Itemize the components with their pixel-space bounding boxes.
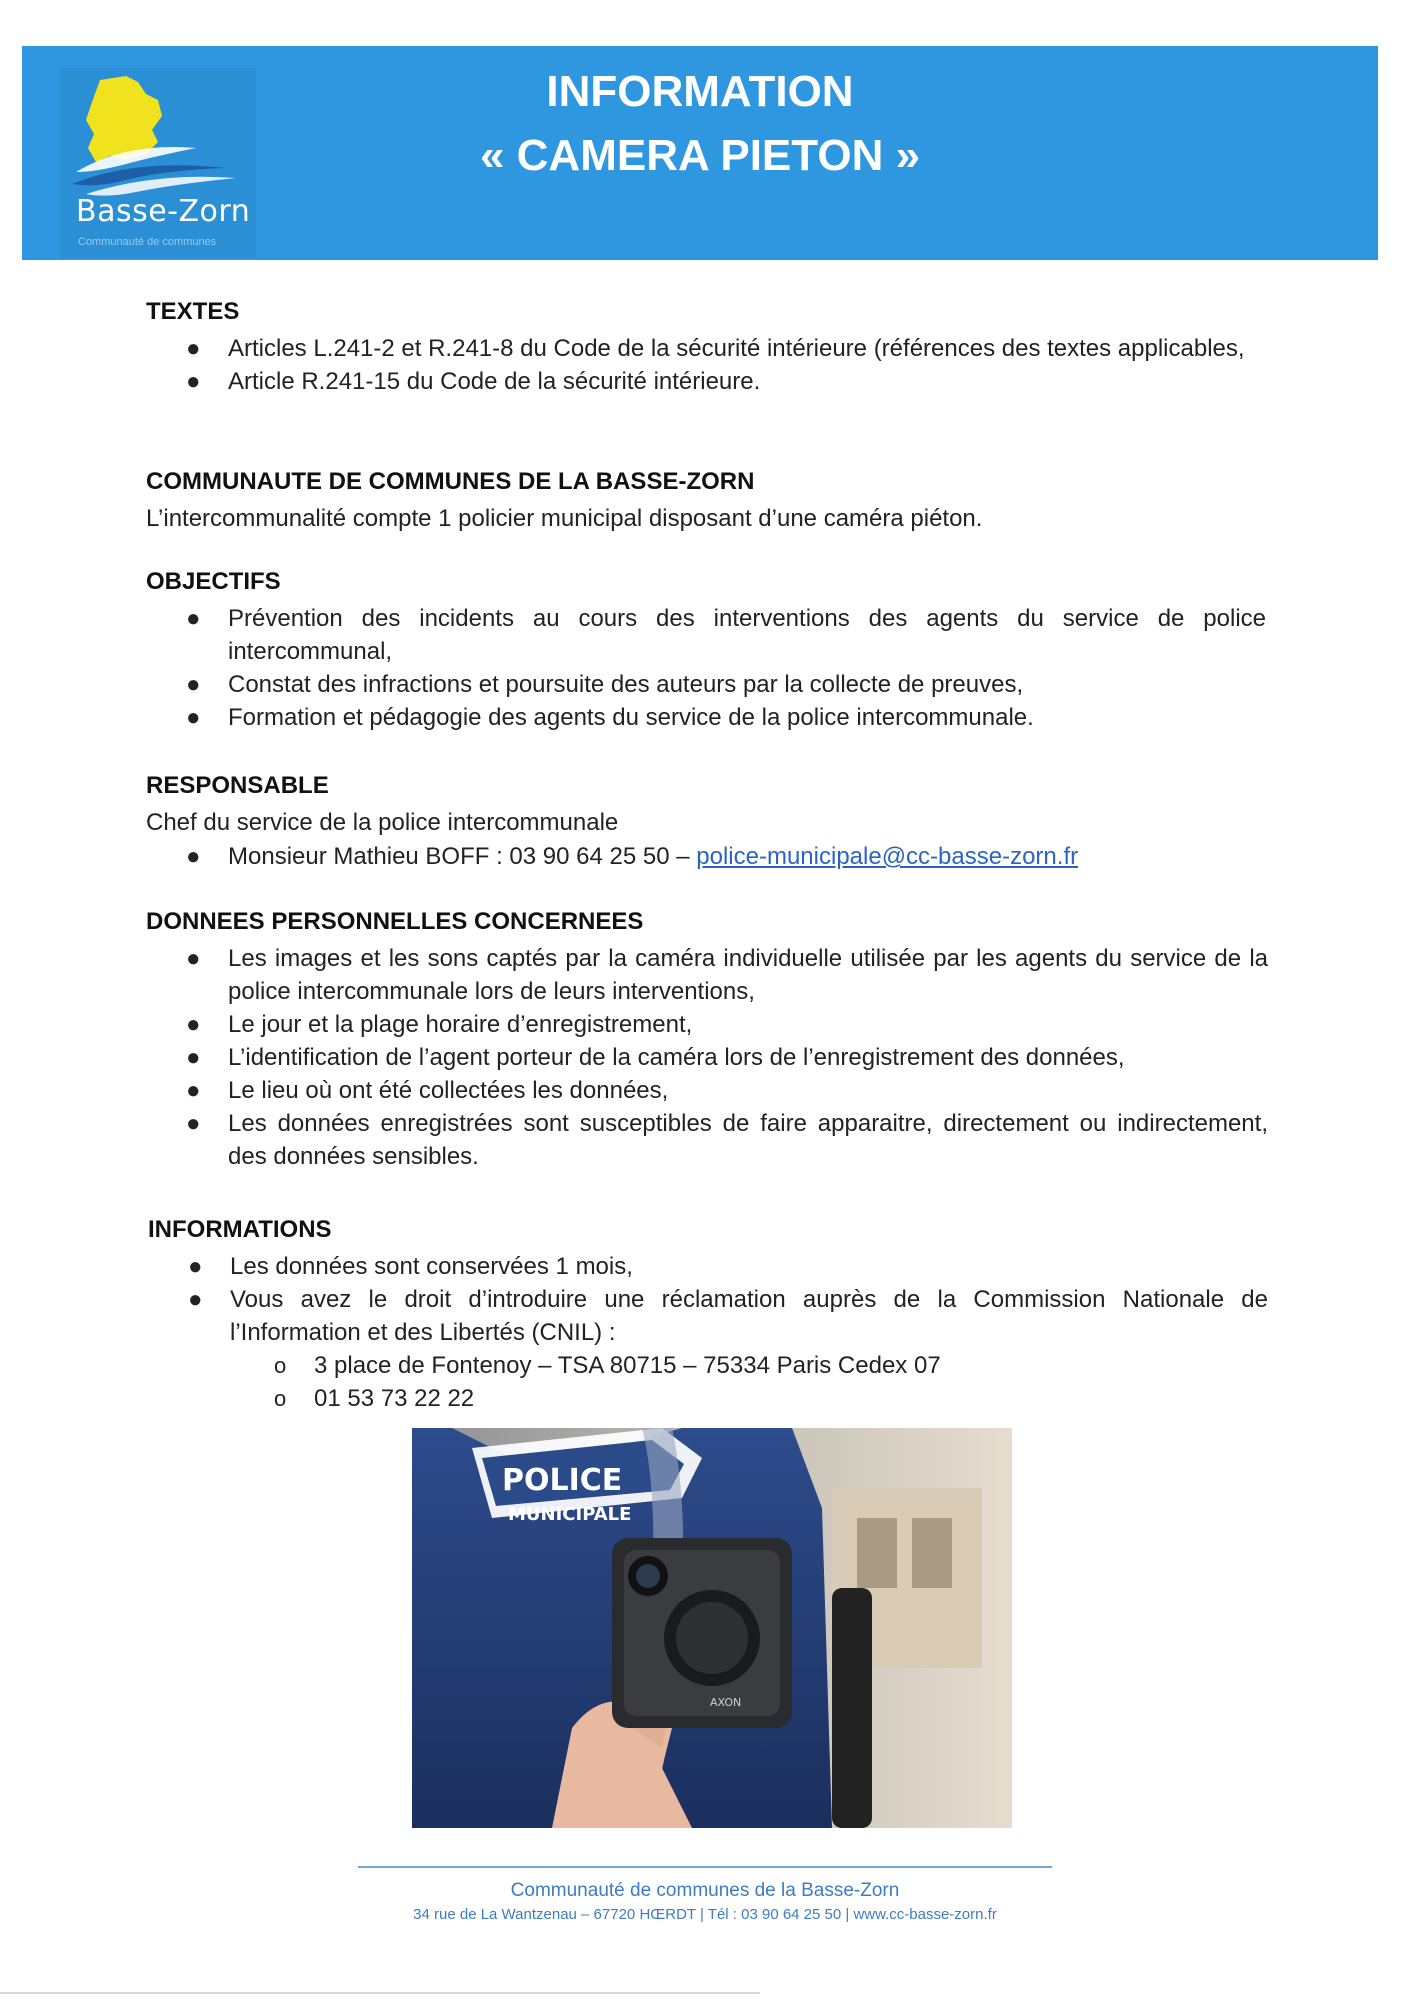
email-link[interactable]: police-municipale@cc-basse-zorn.fr: [696, 843, 1079, 870]
list-item-text: Le jour et la plage horaire d’enregistrement,: [228, 1011, 693, 1038]
bullet-icon: ●: [186, 1077, 201, 1104]
list-item: [148, 1250, 1268, 1283]
responsable-text: Chef du service de la police intercommunale: [146, 809, 619, 836]
list-item-text: Formation et pédagogie des agents du service de la police intercommunale.: [228, 704, 1034, 731]
list-item-text: L’identification de l’agent porteur de la caméra lors de l’enregistrement des données,: [228, 1044, 1125, 1071]
footer-org-name: Communauté de communes de la Basse-Zorn: [510, 1880, 900, 1901]
section-heading-objectifs: OBJECTIFS: [146, 568, 281, 595]
police-body-camera-image-icon: [412, 1428, 1012, 1828]
bullet-icon: ●: [186, 1044, 201, 1071]
bullet-icon: ●: [188, 1253, 203, 1280]
title-line-1: INFORMATION: [546, 67, 854, 116]
bullet-icon: ●: [186, 1011, 201, 1038]
section-heading-communaute: COMMUNAUTE DE COMMUNES DE LA BASSE-ZORN: [146, 468, 755, 495]
section-heading-textes: TEXTES: [146, 298, 240, 325]
sub-list-item-text: 3 place de Fontenoy – TSA 80715 – 75334 Paris Cedex 07: [314, 1352, 941, 1379]
sub-list-item: [230, 1382, 1268, 1415]
list-item: [146, 365, 1266, 398]
list-item: [148, 1283, 1268, 1415]
list-item: [146, 332, 1266, 365]
sub-list-item: [230, 1349, 1268, 1382]
list-item-text: Prévention des incidents au cours des interventions des agents du service de police intercommunal,: [228, 605, 1266, 665]
logo-subtitle: Communauté de communes: [78, 236, 217, 248]
bullet-icon: ●: [186, 335, 201, 362]
list-item: [146, 840, 1266, 873]
bullet-icon: ●: [186, 671, 201, 698]
bullet-icon: ●: [186, 368, 201, 395]
list-item-text: Constat des infractions et poursuite des auteurs par la collecte de preuves,: [228, 671, 1024, 698]
objectifs-list: [146, 602, 1266, 734]
list-item: [146, 1074, 1268, 1107]
donnees-list: [146, 942, 1268, 1173]
bullet-icon: ●: [186, 843, 201, 870]
title-line-2: « CAMERA PIETON »: [479, 130, 921, 180]
circle-bullet-icon: o: [274, 1353, 287, 1378]
list-item: [146, 668, 1266, 701]
list-item-text: Les données enregistrées sont susceptibles de faire apparaitre, directement ou indirectement, des données sensibles.: [228, 1110, 1268, 1170]
list-item: [146, 602, 1266, 668]
bullet-icon: ●: [186, 704, 201, 731]
list-item-text: Les données sont conservées 1 mois,: [230, 1253, 633, 1280]
list-item: [146, 942, 1268, 1008]
bullet-icon: ●: [186, 945, 201, 972]
bullet-icon: ●: [188, 1286, 203, 1313]
camera-brand-label: AXON: [710, 1696, 742, 1709]
contact-text: Monsieur Mathieu BOFF : 03 90 64 25 50 –: [228, 843, 697, 870]
footer-divider: [358, 1866, 1052, 1868]
list-item: [146, 701, 1266, 734]
bullet-icon: ●: [186, 605, 201, 632]
list-item-text: Articles L.241-2 et R.241-8 du Code de la sécurité intérieure (références des textes applicables,: [228, 335, 1245, 362]
basse-zorn-logo-icon: [66, 72, 252, 202]
circle-bullet-icon: o: [274, 1386, 287, 1411]
footer-address: 34 rue de La Wantzenau – 67720 HŒRDT | Tél : 03 90 64 25 50 | www.cc-basse-zorn.fr: [413, 1906, 997, 1923]
communaute-text: L’intercommunalité compte 1 policier municipal disposant d’une caméra piéton.: [146, 505, 983, 532]
bullet-icon: ●: [186, 1110, 201, 1137]
responsable-list: [146, 840, 1266, 873]
list-item-text: Le lieu où ont été collectées les données,: [228, 1077, 669, 1104]
section-heading-informations: INFORMATIONS: [148, 1216, 332, 1243]
informations-list: [148, 1250, 1268, 1415]
logo-name: Basse-Zorn: [76, 194, 251, 229]
vest-text-municipale: MUNICIPALE: [508, 1504, 632, 1525]
logo: [60, 68, 256, 258]
textes-list: [146, 332, 1266, 398]
body-camera-photo: [412, 1428, 1012, 1828]
list-item-text: Article R.241-15 du Code de la sécurité intérieure.: [228, 368, 761, 395]
list-item: [146, 1107, 1268, 1173]
scan-edge-divider: [0, 1992, 760, 1994]
list-item-text: Vous avez le droit d’introduire une réclamation auprès de la Commission Nationale de l’Information et des Libertés (CNIL) :: [230, 1286, 1268, 1346]
page-title: [300, 66, 1100, 182]
list-item-text: Les images et les sons captés par la caméra individuelle utilisée par les agents du service de la police intercommunale lors de leurs interventions,: [228, 945, 1268, 1005]
vest-text-police: POLICE: [502, 1463, 623, 1498]
section-heading-responsable: RESPONSABLE: [146, 772, 329, 799]
cnil-contact-list: [230, 1349, 1268, 1415]
list-item: [146, 1008, 1268, 1041]
list-item: [146, 1041, 1268, 1074]
section-heading-donnees: DONNEES PERSONNELLES CONCERNEES: [146, 908, 644, 935]
sub-list-item-text: 01 53 73 22 22: [314, 1385, 475, 1412]
